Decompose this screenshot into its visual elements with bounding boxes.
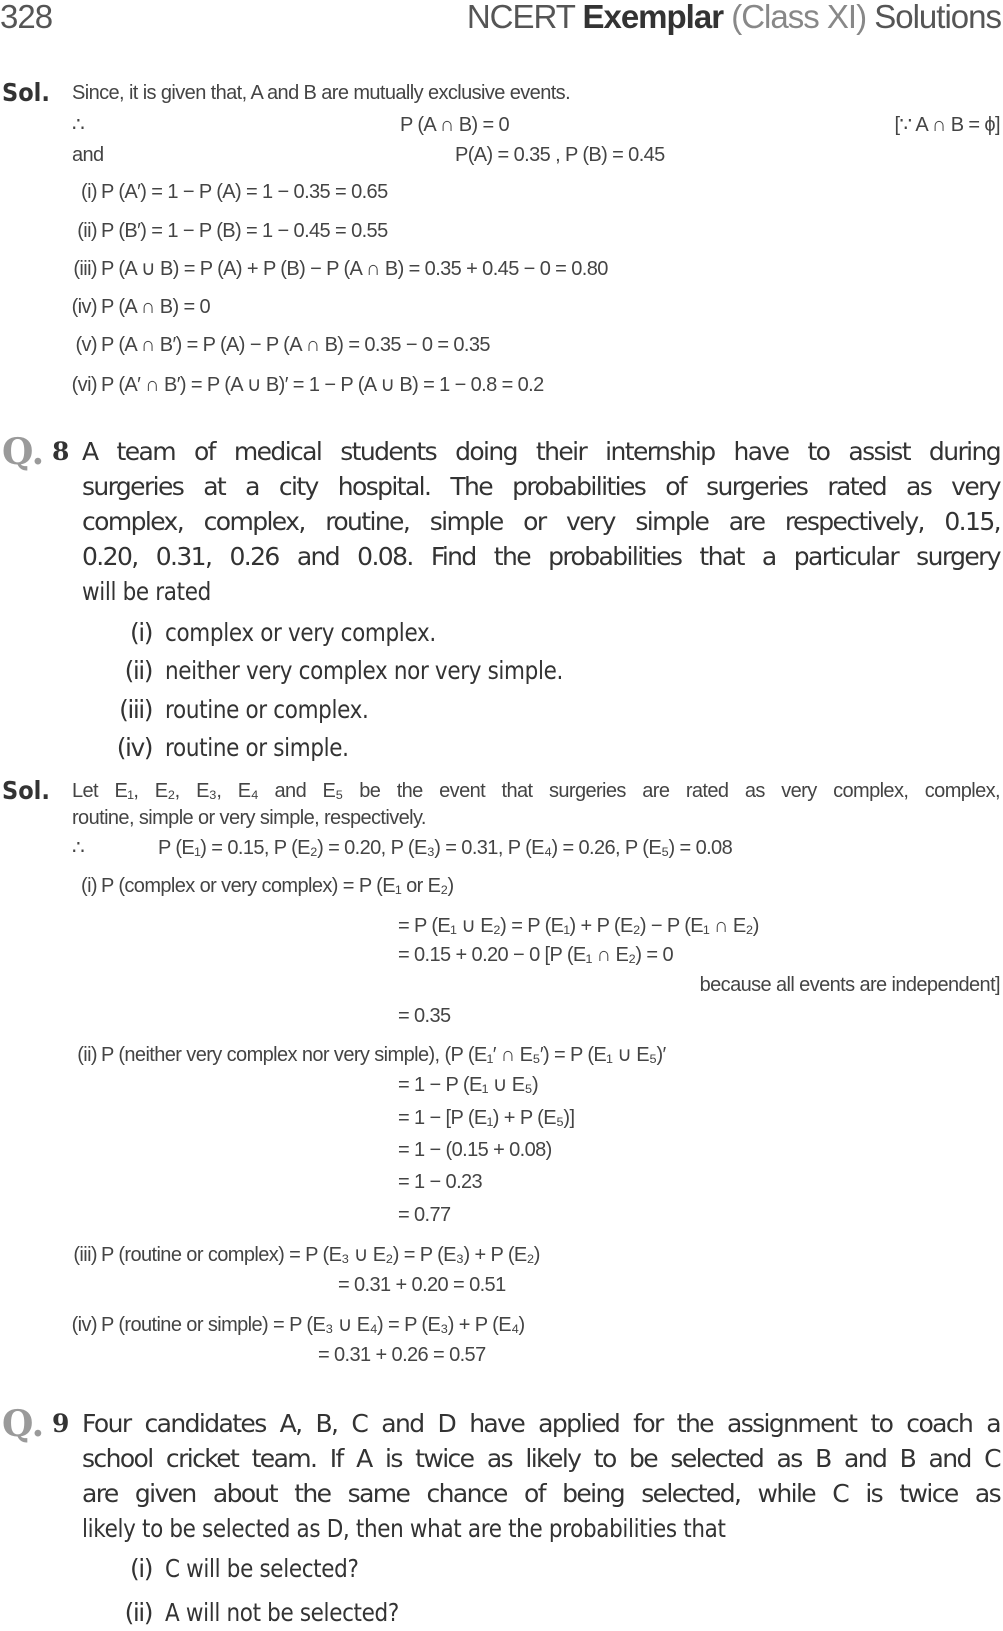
question-line: school cricket team. If A is twice as likely to be selected as B and B and C bbox=[82, 1444, 1000, 1473]
item-text: routine or simple. bbox=[165, 733, 349, 762]
sol7-intro: Since, it is given that, A and B are mutually exclusive events. bbox=[72, 82, 571, 104]
question-line: A team of medical students doing their internship have to assist during bbox=[82, 437, 1000, 466]
item-text: A will not be selected? bbox=[165, 1598, 399, 1627]
part-label: (i) bbox=[81, 875, 97, 897]
sol8-intro-cont: routine, simple or very simple, respectively. bbox=[72, 807, 426, 829]
sol-label: Sol. bbox=[2, 78, 50, 107]
title-suffix: Solutions bbox=[866, 0, 1001, 35]
item-text: C will be selected? bbox=[165, 1554, 359, 1583]
item-label: (i) bbox=[130, 1554, 152, 1583]
part-text: = P (E₁ ∪ E₂) = P (E₁) + P (E₂) − P (E₁ ∩ E₂) bbox=[398, 915, 759, 937]
item-text: routine or complex. bbox=[165, 695, 369, 724]
part-text: = 0.31 + 0.20 = 0.51 bbox=[338, 1274, 506, 1296]
item-label: (ii) bbox=[124, 656, 152, 685]
sol-label: Sol. bbox=[2, 776, 50, 805]
title-paren: (Class XI) bbox=[723, 0, 867, 35]
title-prefix: NCERT bbox=[466, 0, 583, 35]
question-line: 0.20, 0.31, 0.26 and 0.08. Find the probabilities that a particular surgery bbox=[82, 542, 1000, 571]
part-text: P (routine or simple) = P (E₃ ∪ E₄) = P (E₃) + P (E₄) bbox=[101, 1314, 525, 1336]
question-line: likely to be selected as D, then what are the probabilities that bbox=[82, 1514, 726, 1543]
and-text: and bbox=[72, 144, 104, 166]
part-text: = 1 − P (E₁ ∪ E₅) bbox=[398, 1074, 539, 1096]
item-label: (ii) bbox=[124, 1598, 152, 1627]
part-label: (iii) bbox=[73, 258, 97, 280]
part-text: = 1 − 0.23 bbox=[398, 1171, 483, 1193]
part-label: (v) bbox=[75, 334, 97, 356]
item-label: (i) bbox=[130, 618, 152, 647]
therefore-symbol: ∴ bbox=[72, 114, 85, 136]
part-label: (iv) bbox=[71, 1314, 97, 1336]
part-label: (vi) bbox=[71, 374, 97, 396]
question-line: will be rated bbox=[82, 577, 211, 606]
part-label: (i) bbox=[81, 181, 97, 203]
item-label: (iii) bbox=[119, 695, 152, 724]
part-text: = 0.35 bbox=[398, 1005, 451, 1027]
part-label: (ii) bbox=[77, 1044, 97, 1066]
title-bold: Exemplar bbox=[582, 0, 724, 35]
sol8-intro: Let E₁, E₂, E₃, E₄ and E₅ be the event that surgeries are rated as very complex, complex, bbox=[72, 780, 1000, 802]
question-mark-label: Q. bbox=[2, 1403, 45, 1445]
part-text: = 1 − (0.15 + 0.08) bbox=[398, 1139, 552, 1161]
part-text: P (A ∩ B) = 0 bbox=[101, 296, 211, 318]
sol7-eq2: P(A) = 0.35 , P (B) = 0.45 bbox=[455, 144, 665, 166]
page-number: 328 bbox=[0, 0, 53, 35]
item-label: (iv) bbox=[116, 733, 152, 762]
part-label: (iv) bbox=[71, 296, 97, 318]
sol8-given: P (E₁) = 0.15, P (E₂) = 0.20, P (E₃) = 0.31, P (E₄) = 0.26, P (E₅) = 0.08 bbox=[158, 837, 733, 859]
question-line: Four candidates A, B, C and D have applied for the assignment to coach a bbox=[82, 1409, 1000, 1438]
part-text: P (B′) = 1 − P (B) = 1 − 0.45 = 0.55 bbox=[101, 220, 388, 242]
part-label: (iii) bbox=[73, 1244, 97, 1266]
part-text: P (routine or complex) = P (E₃ ∪ E₂) = P (E₃) + P (E₂) bbox=[101, 1244, 540, 1266]
part-text: = 0.77 bbox=[398, 1204, 451, 1226]
part-label: (ii) bbox=[77, 220, 97, 242]
therefore-symbol: ∴ bbox=[72, 837, 85, 859]
sol7-eq1: P (A ∩ B) = 0 bbox=[400, 114, 510, 136]
question-mark-label: Q. bbox=[2, 431, 45, 473]
part-text: P (A′ ∩ B′) = P (A ∪ B)′ = 1 − P (A ∪ B) = 1 − 0.8 = 0.2 bbox=[101, 374, 544, 396]
part-text: P (complex or very complex) = P (E₁ or E₂) bbox=[101, 875, 454, 897]
part-text: P (A ∪ B) = P (A) + P (B) − P (A ∩ B) = 0.35 + 0.45 − 0 = 0.80 bbox=[101, 258, 608, 280]
part-text: = 0.31 + 0.26 = 0.57 bbox=[318, 1344, 486, 1366]
part-text: P (A ∩ B′) = P (A) − P (A ∩ B) = 0.35 − 0 = 0.35 bbox=[101, 334, 490, 356]
question-line: complex, complex, routine, simple or very simple are respectively, 0.15, bbox=[82, 507, 1000, 536]
part-note: because all events are independent] bbox=[699, 974, 1000, 996]
item-text: neither very complex nor very simple. bbox=[165, 656, 563, 685]
item-text: complex or very complex. bbox=[165, 618, 436, 647]
part-text: P (neither very complex nor very simple), (P (E₁′ ∩ E₅′) = P (E₁ ∪ E₅)′ bbox=[101, 1044, 666, 1066]
part-text: = 1 − [P (E₁) + P (E₅)] bbox=[398, 1107, 575, 1129]
running-title bbox=[467, 0, 1001, 36]
question-line: are given about the same chance of being selected, while C is twice as bbox=[82, 1479, 1000, 1508]
question-number: 8 bbox=[52, 437, 70, 466]
part-text: = 0.15 + 0.20 − 0 [P (E₁ ∩ E₂) = 0 bbox=[398, 944, 673, 966]
part-text: P (A′) = 1 − P (A) = 1 − 0.35 = 0.65 bbox=[101, 181, 388, 203]
sol7-reason: [∵ A ∩ B = ϕ] bbox=[894, 114, 1000, 136]
question-number: 9 bbox=[52, 1409, 70, 1438]
question-line: surgeries at a city hospital. The probabilities of surgeries rated as very bbox=[82, 472, 1000, 501]
